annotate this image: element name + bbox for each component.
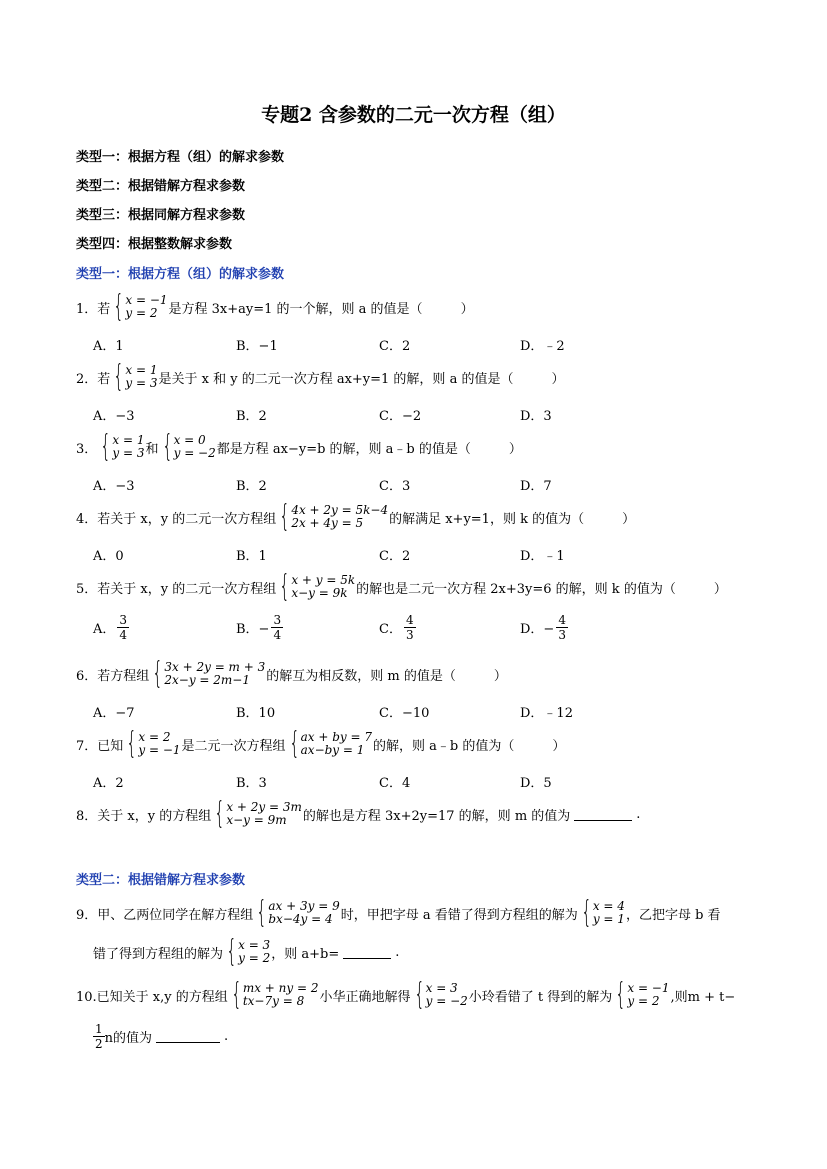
option-label: B．− bbox=[236, 622, 270, 637]
sys-row: y = 3 bbox=[125, 376, 158, 390]
fraction bbox=[404, 613, 416, 642]
brace-icon: { bbox=[113, 289, 125, 324]
toc-item-4: 类型四：根据整数解求参数 bbox=[76, 237, 233, 252]
numerator: 1 bbox=[95, 1022, 103, 1036]
question-2 bbox=[76, 359, 565, 394]
denominator: 2 bbox=[95, 1037, 103, 1051]
option-c[interactable]: C．−2 bbox=[379, 409, 422, 424]
question-text: ，则 a+b= bbox=[271, 946, 340, 962]
question-number: 6．若方程组 bbox=[76, 668, 150, 684]
question-10-line-2 bbox=[93, 1022, 228, 1051]
option-a[interactable]: A．2 bbox=[93, 776, 124, 791]
numerator: 3 bbox=[273, 613, 282, 627]
option-a[interactable]: A．1 bbox=[93, 339, 124, 354]
brace-icon: { bbox=[152, 656, 164, 691]
option-label: D．− bbox=[520, 622, 555, 637]
brace-icon: { bbox=[113, 359, 125, 394]
equation-system bbox=[229, 977, 319, 1012]
question-text: n的值为 bbox=[104, 1031, 153, 1046]
option-c[interactable] bbox=[379, 613, 416, 642]
close-paren: ） bbox=[622, 511, 636, 527]
equation-system bbox=[613, 977, 670, 1012]
equation-system bbox=[254, 895, 340, 930]
equation-system bbox=[277, 499, 389, 534]
option-c[interactable]: C．3 bbox=[379, 479, 411, 494]
fraction bbox=[93, 1022, 105, 1051]
fraction bbox=[117, 613, 129, 642]
question-text: 小华正确地解得 bbox=[319, 989, 411, 1005]
question-number: 4．若关于 x，y 的二元一次方程组 bbox=[76, 511, 277, 527]
period: . bbox=[395, 944, 400, 960]
sys-row: ax + 3y = 9 bbox=[268, 899, 340, 913]
question-number: 9．甲、乙两位同学在解方程组 bbox=[76, 907, 254, 923]
question-text: 的解互为相反数，则 m 的值是（ bbox=[266, 668, 456, 684]
brace-icon: { bbox=[615, 977, 627, 1012]
sys-row: y = −2 bbox=[173, 446, 216, 460]
answer-blank[interactable] bbox=[156, 1030, 220, 1043]
question-text: 是方程 3x+ay=1 的一个解，则 a 的值是（ bbox=[168, 301, 423, 317]
option-b[interactable]: B．2 bbox=[236, 409, 267, 424]
toc-item-1: 类型一：根据方程（组）的解求参数 bbox=[76, 150, 285, 165]
sys-row: x = 0 bbox=[173, 433, 206, 447]
sys-row: 4x + 2y = 5k−4 bbox=[291, 503, 389, 517]
option-a[interactable]: A．−3 bbox=[93, 479, 135, 494]
option-d[interactable] bbox=[520, 613, 568, 642]
equation-system bbox=[212, 796, 302, 831]
option-b[interactable]: B．10 bbox=[236, 706, 276, 721]
equation-system bbox=[150, 656, 266, 691]
question-9 bbox=[76, 895, 721, 930]
option-a[interactable]: A．−7 bbox=[93, 706, 135, 721]
question-text: ,则m + t− bbox=[670, 989, 736, 1005]
option-b[interactable]: B．2 bbox=[236, 479, 267, 494]
sys-row: ax + by = 7 bbox=[300, 730, 373, 744]
sys-row: x = −1 bbox=[125, 293, 168, 307]
question-9-line-2 bbox=[93, 934, 400, 969]
option-c[interactable]: C．2 bbox=[379, 549, 411, 564]
section-heading-1: 类型一：根据方程（组）的解求参数 bbox=[76, 267, 285, 282]
question-text: 小玲看错了 t 得到的解为 bbox=[468, 989, 613, 1005]
sys-row: y = 1 bbox=[592, 912, 625, 926]
sys-row: x + y = 5k bbox=[291, 573, 356, 587]
question-number: 5．若关于 x，y 的二元一次方程组 bbox=[76, 581, 277, 597]
question-text: 的解满足 x+y=1，则 k 的值为（ bbox=[389, 511, 585, 527]
question-text: 时，甲把字母 a 看错了得到方程组的解为 bbox=[340, 907, 578, 923]
question-text: ，乙把字母 b 看 bbox=[625, 907, 721, 923]
question-text: 错了得到方程组的解为 bbox=[93, 946, 224, 962]
answer-blank[interactable] bbox=[574, 808, 632, 821]
equation-system bbox=[287, 726, 373, 761]
question-8 bbox=[76, 796, 641, 831]
question-number: 8．关于 x，y 的方程组 bbox=[76, 808, 212, 824]
sys-row: x = 1 bbox=[125, 363, 158, 377]
option-d[interactable]: D．﹣12 bbox=[520, 706, 573, 721]
toc-item-3: 类型三：根据同解方程求参数 bbox=[76, 208, 246, 223]
option-b[interactable]: B．−1 bbox=[236, 339, 278, 354]
equation-system bbox=[412, 977, 468, 1012]
brace-icon: { bbox=[226, 934, 237, 969]
sys-row: y = 2 bbox=[125, 306, 158, 320]
question-number: 2．若 bbox=[76, 371, 111, 387]
sys-row: y = 3 bbox=[112, 446, 145, 460]
sys-row: x = 2 bbox=[138, 730, 171, 744]
question-1 bbox=[76, 289, 474, 324]
option-b[interactable]: B．1 bbox=[236, 549, 267, 564]
question-text: 的解，则 a﹣b 的值为（ bbox=[373, 738, 515, 754]
equation-system bbox=[111, 289, 168, 324]
option-b[interactable]: B．3 bbox=[236, 776, 267, 791]
brace-icon: { bbox=[231, 977, 242, 1012]
close-paren: ） bbox=[508, 441, 522, 457]
close-paren: ） bbox=[551, 371, 565, 387]
option-d[interactable]: D．﹣1 bbox=[520, 549, 565, 564]
option-c[interactable]: C．−10 bbox=[379, 706, 430, 721]
equation-system bbox=[124, 726, 181, 761]
question-7 bbox=[76, 726, 566, 761]
close-paren: ） bbox=[460, 301, 474, 317]
sys-row: bx−4y = 4 bbox=[268, 912, 333, 926]
option-a[interactable] bbox=[93, 613, 129, 642]
sys-row: x−y = 9k bbox=[291, 586, 348, 600]
question-6 bbox=[76, 656, 507, 691]
brace-icon: { bbox=[214, 796, 226, 831]
sys-row: y = −2 bbox=[425, 994, 468, 1008]
sys-row: x = 3 bbox=[425, 981, 458, 995]
option-label: A． bbox=[93, 622, 116, 637]
denominator: 4 bbox=[273, 628, 282, 642]
option-d[interactable]: D．7 bbox=[520, 479, 552, 494]
answer-blank[interactable] bbox=[343, 946, 391, 959]
equation-system bbox=[160, 429, 216, 464]
numerator: 4 bbox=[405, 613, 414, 627]
question-5 bbox=[76, 569, 727, 604]
option-label: C． bbox=[379, 622, 402, 637]
brace-icon: { bbox=[413, 977, 425, 1012]
question-number: 1．若 bbox=[76, 301, 111, 317]
option-c[interactable]: C．4 bbox=[379, 776, 411, 791]
brace-icon: { bbox=[288, 726, 300, 761]
sys-row: x−y = 9m bbox=[226, 813, 287, 827]
denominator: 3 bbox=[405, 628, 414, 642]
question-4 bbox=[76, 499, 636, 534]
sys-row: x = 4 bbox=[592, 899, 625, 913]
close-paren: ） bbox=[552, 738, 566, 754]
question-number: 10.已知关于 x,y 的方程组 bbox=[76, 989, 228, 1005]
sys-row: mx + ny = 2 bbox=[242, 981, 319, 995]
page-title: 专题2 含参数的二元一次方程（组） bbox=[261, 104, 566, 126]
brace-icon: { bbox=[279, 499, 291, 534]
sys-row: x + 2y = 3m bbox=[226, 800, 302, 814]
sys-row: 2x + 4y = 5 bbox=[291, 516, 364, 530]
period: . bbox=[224, 1029, 229, 1044]
sys-row: 2x−y = 2m−1 bbox=[164, 673, 250, 687]
sys-row: ax−by = 1 bbox=[300, 743, 365, 757]
fraction bbox=[271, 613, 283, 642]
sys-row: y = −1 bbox=[138, 743, 181, 757]
sys-row: x = 1 bbox=[112, 433, 145, 447]
section-heading-2: 类型二：根据错解方程求参数 bbox=[76, 873, 246, 888]
sys-row: tx−7y = 8 bbox=[242, 994, 305, 1008]
question-number: 7．已知 bbox=[76, 738, 124, 754]
equation-system bbox=[277, 569, 356, 604]
question-10 bbox=[76, 977, 736, 1012]
option-a[interactable]: A．−3 bbox=[93, 409, 135, 424]
denominator: 3 bbox=[558, 628, 566, 642]
sys-row: x = 3 bbox=[238, 938, 271, 952]
sys-row: 3x + 2y = m + 3 bbox=[164, 660, 266, 674]
denominator: 4 bbox=[119, 628, 128, 642]
brace-icon: { bbox=[161, 429, 173, 464]
sys-row: x = −1 bbox=[627, 981, 670, 995]
question-text: 的解也是二元一次方程 2x+3y=6 的解，则 k 的值为（ bbox=[356, 581, 676, 597]
equation-system bbox=[111, 359, 158, 394]
equation-system bbox=[98, 429, 145, 464]
option-d[interactable]: D．3 bbox=[520, 409, 552, 424]
option-d[interactable]: D．﹣2 bbox=[520, 339, 565, 354]
question-text: 是关于 x 和 y 的二元一次方程 ax+y=1 的解，则 a 的值是（ bbox=[158, 371, 514, 387]
sys-row: y = 2 bbox=[238, 951, 271, 965]
sys-row: y = 2 bbox=[627, 994, 660, 1008]
brace-icon: { bbox=[279, 569, 291, 604]
brace-icon: { bbox=[581, 895, 592, 930]
toc-item-2: 类型二：根据错解方程求参数 bbox=[76, 179, 246, 194]
brace-icon: { bbox=[126, 726, 138, 761]
equation-system bbox=[579, 895, 625, 930]
question-text: 和 bbox=[145, 441, 159, 457]
close-paren: ） bbox=[493, 668, 507, 684]
question-number: 3． bbox=[76, 441, 98, 457]
brace-icon: { bbox=[256, 895, 268, 930]
numerator: 3 bbox=[119, 613, 128, 627]
numerator: 4 bbox=[558, 613, 566, 627]
question-text: 是二元一次方程组 bbox=[181, 738, 286, 754]
option-b[interactable] bbox=[236, 613, 283, 642]
question-text: 的解也是方程 3x+2y=17 的解，则 m 的值为 bbox=[302, 808, 571, 824]
question-3 bbox=[76, 429, 522, 464]
period: . bbox=[636, 806, 641, 822]
question-text: 都是方程 ax−y=b 的解，则 a﹣b 的值是（ bbox=[216, 441, 471, 457]
option-d[interactable]: D．5 bbox=[520, 776, 552, 791]
equation-system bbox=[224, 934, 271, 969]
option-a[interactable]: A．0 bbox=[93, 549, 124, 564]
brace-icon: { bbox=[100, 429, 112, 464]
fraction bbox=[556, 613, 568, 642]
close-paren: ） bbox=[713, 581, 727, 597]
option-c[interactable]: C．2 bbox=[379, 339, 411, 354]
